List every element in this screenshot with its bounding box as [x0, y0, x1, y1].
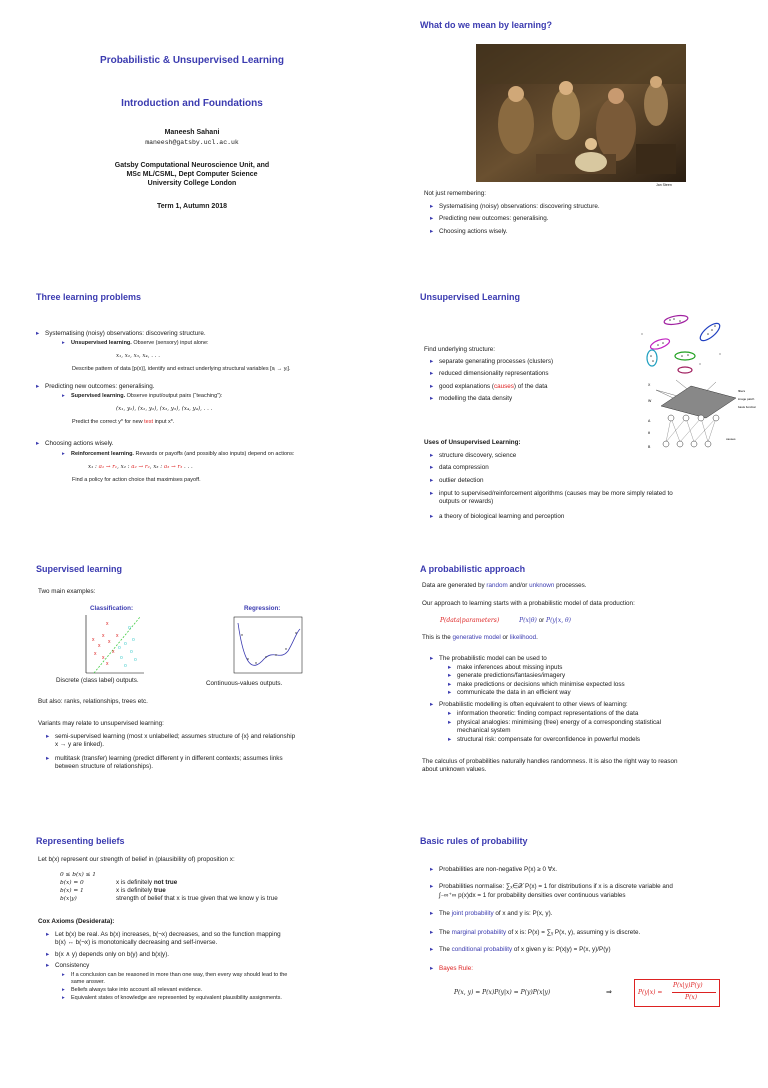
label: filters [738, 389, 746, 393]
bullet [430, 370, 549, 378]
sub-bullet-cont: mechanical system [457, 727, 511, 734]
formula [440, 617, 571, 625]
description: Describe pattern of data [p(x)], identify and extract underlying structural variables [xᵢ → yᵢ]. [72, 366, 291, 372]
label: A [648, 419, 651, 423]
svg-text:x: x [92, 637, 95, 643]
bullet-icon: ▸ [430, 883, 434, 890]
bullet-text: Systematising (noisy) observations: discovering structure. [439, 203, 600, 210]
bayes-num: P(x|y)P(y) [673, 982, 703, 989]
m-red: a₂ → r₂ [131, 464, 150, 470]
also-text: But also: ranks, relationships, trees etc. [38, 698, 148, 705]
sub-bullet [448, 736, 640, 744]
bullet-icon: ▸ [430, 490, 434, 497]
t: The [439, 946, 450, 953]
slide-title [0, 0, 384, 272]
t: Data are generated by [422, 582, 485, 589]
sub-text: make predictions or decisions which minimise expected loss [457, 681, 625, 688]
t: . [536, 634, 538, 641]
reg-caption: Continuous-values outputs. [206, 680, 283, 687]
bullet-text: The probabilistic model can be used to [439, 655, 547, 662]
classification-svg [84, 615, 144, 675]
variants-text: Variants may relate to unsupervised learning: [38, 720, 164, 727]
math-line: x₁, x₂, x₃, x₄, . . . [116, 353, 160, 359]
affiliation-2: MSc ML/CSML, Dept Computer Science [126, 171, 258, 178]
affiliation-1: Gatsby Computational Neuroscience Unit, and [114, 162, 270, 169]
belief-row [116, 887, 166, 895]
joint-word: joint probability [451, 910, 494, 917]
classification-title: Classification: [90, 605, 134, 612]
bold: true [153, 887, 166, 894]
bullet-cont: ∫₋∞⁺∞ p(x)dx = 1 for probability densities over continuous variables [439, 892, 626, 899]
bullet [430, 358, 553, 366]
regression-svg [230, 615, 304, 675]
t: of x and y is: P(x, y). [495, 910, 553, 917]
bullet [430, 383, 548, 391]
sub-text: structural risk: compensate for overconfidence in powerful models [457, 736, 641, 743]
t: of x is: P(x) = ∑ᵧ P(x, y), assuming y is discrete. [507, 929, 641, 936]
bullet-text: Probabilities are non-negative P(x) ≥ 0 ∀x. [439, 866, 558, 873]
m: x₁ : [88, 464, 97, 470]
bullet [36, 330, 206, 338]
bayes-equation: P(x, y) = P(x)P(y|x) = P(y)P(x|y) [454, 989, 551, 996]
bullet-text: separate generating processes (clusters) [439, 358, 554, 365]
bullet-icon: ▸ [448, 689, 452, 696]
bullet-text: Let b(x) be real. As b(x) increases, b(¬x) decreases, and so the function mapping [55, 931, 281, 938]
bullet-icon: ▸ [430, 215, 434, 222]
math-line: (x₁, y₁), (x₂, y₂), (x₃, y₃), (x₄, y₄), . . . [116, 406, 213, 412]
svg-text:o: o [118, 645, 121, 651]
bullet-icon: ▸ [430, 701, 434, 708]
bullet-icon: ▸ [36, 440, 40, 447]
t: or [502, 634, 509, 641]
bullet-text: semi-supervised learning (most x unlabelled; assumes structure of {x} and relationship [55, 733, 296, 740]
term: Term 1, Autumn 2018 [156, 203, 228, 210]
bullet-icon: ▸ [46, 733, 50, 740]
bullet-icon: ▸ [430, 452, 434, 459]
slide-unsupervised [384, 272, 768, 544]
bold: not true [153, 879, 178, 886]
label: W [648, 399, 652, 403]
bullet-icon: ▸ [430, 203, 434, 210]
bold-label: Reinforcement learning. [71, 451, 134, 457]
slide-three-problems [0, 272, 384, 544]
closing-line: about unknown values. [422, 766, 487, 773]
bullet [430, 464, 489, 472]
slide-beliefs [0, 816, 384, 1088]
classification-plot [84, 615, 144, 675]
closing-line: The calculus of probabilities naturally handles randomness. It is also the right way to reason [422, 758, 678, 765]
clusters-illustration [630, 304, 730, 374]
bullet-icon: ▸ [430, 655, 434, 662]
painting-image [476, 44, 686, 182]
fraction-bar [672, 992, 716, 993]
bullet-text: data compression [439, 464, 489, 471]
sub-bullet [62, 339, 209, 347]
causes-word: causes [493, 383, 514, 390]
math-line [88, 463, 193, 471]
bullet-text: Predicting new outcomes: generalising. [439, 215, 549, 222]
sub-bullet [448, 689, 571, 697]
text: Predict the correct y* for new [72, 419, 143, 425]
sub-text: If a conclusion can be reasoned in more than one way, then every way should lead to the [71, 972, 288, 978]
belief-row: strength of belief that x is true given that we know y is true [116, 895, 278, 902]
t: or [538, 618, 545, 624]
bullet-icon: ▸ [62, 451, 65, 457]
slide-title-text: A probabilistic approach [420, 564, 526, 574]
bullet [430, 910, 552, 918]
sub-text: physical analogies: minimising (free) energy of a corresponding statistical [457, 719, 662, 726]
m: , x₃ : [149, 464, 163, 470]
label: causes [726, 437, 736, 441]
bold-label: Supervised learning. [71, 393, 126, 399]
implies-arrow: ⇒ [606, 989, 612, 996]
svg-text:x: x [116, 633, 119, 639]
slide-title-text: What do we mean by learning? [420, 20, 553, 30]
bullet-icon: ▸ [430, 464, 434, 471]
test-word: test [144, 419, 154, 425]
svg-text:x: x [108, 639, 111, 645]
svg-text:o: o [132, 637, 135, 643]
t: ) of the data [513, 383, 548, 390]
sub-text: Beliefs always take into account all relevant evidence. [71, 987, 203, 993]
bullet [430, 395, 512, 403]
line [422, 634, 538, 642]
t: good explanations ( [439, 383, 494, 390]
likelihood-word: likelihood [509, 634, 537, 641]
sub-text: Observe (sensory) input alone: [133, 340, 209, 346]
belief-row: b(x) = 0 [60, 880, 84, 886]
intro-text: Find underlying structure: [424, 346, 496, 353]
deck-subtitle: Introduction and Foundations [121, 98, 263, 109]
bullet-text: input to supervised/reinforcement algorithms (causes may be more simply related to [439, 490, 673, 497]
generative-model-word: generative model [452, 634, 501, 641]
bullet-icon: ▸ [62, 987, 65, 993]
description: Find a policy for action choice that maximises payoff. [72, 477, 201, 483]
label: B [648, 445, 651, 449]
belief-row: b(x|y) [60, 896, 77, 902]
intro-text: Let b(x) represent our strength of belief in (plausibility of) proposition x: [38, 856, 235, 863]
svg-text:o: o [134, 657, 137, 663]
label: θ [648, 431, 650, 435]
sub-text: Rewards or payoffs (and possibly also inputs) depend on actions: [135, 451, 295, 457]
cox-title: Cox Axioms (Desiderata): [38, 918, 115, 925]
sub-bullet [62, 450, 294, 458]
t: This is the [422, 634, 451, 641]
t: The [439, 929, 450, 936]
bullet-text: Probabilities normalise: ∑ₓ∈𝒳 P(x) = 1 for distributions if x is a discrete variable and [439, 883, 673, 890]
bullet [430, 490, 673, 498]
sub-bullet [62, 994, 282, 1002]
slide-title-text: Unsupervised Learning [420, 292, 521, 302]
bullet [36, 440, 113, 448]
sub-text: information theoretic: finding compact representations of the data [457, 710, 639, 717]
bullet [430, 701, 628, 709]
affiliation-3: University College London [147, 180, 237, 187]
sub-text: Equivalent states of knowledge are represented by equivalent plausibility assignments. [71, 995, 282, 1001]
svg-text:o: o [124, 641, 127, 647]
network-figure [646, 376, 756, 454]
sub-bullet [448, 681, 625, 689]
bullet-icon: ▸ [430, 228, 434, 235]
bullet-icon: ▸ [46, 931, 50, 938]
sub-bullet [448, 719, 661, 727]
sub-bullet [448, 710, 638, 718]
regression-plot [230, 615, 304, 675]
bullet [46, 951, 169, 959]
svg-text:o: o [124, 663, 127, 669]
bullet-icon: ▸ [448, 710, 452, 717]
bullet-icon: ▸ [62, 972, 65, 978]
sub-bullet [448, 664, 562, 672]
bayes-lhs: P(y|x) = [638, 989, 663, 996]
bullet-icon: ▸ [430, 477, 434, 484]
bullet-text: modelling the data density [439, 395, 513, 402]
bullet-cont: outputs or rewards) [439, 498, 494, 505]
bullet-text: outlier detection [439, 477, 484, 484]
bullet-icon: ▸ [430, 929, 434, 936]
intro-text: Not just remembering: [424, 190, 486, 197]
t: processes. [556, 582, 587, 589]
bullet-icon: ▸ [62, 340, 65, 346]
bullet-icon: ▸ [430, 910, 434, 917]
bullet-icon: ▸ [62, 995, 65, 1001]
bayes-label: Bayes Rule: [439, 965, 473, 972]
svg-text:o: o [128, 625, 131, 631]
belief-row: b(x) = 1 [60, 888, 84, 894]
bullet-icon: ▸ [62, 393, 65, 399]
bullet-icon: ▸ [448, 664, 452, 671]
bullet-icon: ▸ [46, 962, 50, 969]
label: X [648, 383, 651, 387]
bullet [430, 203, 600, 211]
bullet [36, 383, 155, 391]
bullet-icon: ▸ [46, 755, 50, 762]
belief-row: 0 ≤ b(x) ≤ 1 [60, 872, 96, 878]
bullet [430, 228, 507, 236]
sub-text: Observe input/output pairs (“teaching”): [126, 393, 223, 399]
t: The [439, 910, 450, 917]
svg-text:x: x [102, 655, 105, 661]
slide-title-text: Three learning problems [36, 292, 142, 302]
bullet-icon: ▸ [430, 513, 434, 520]
slide-supervised [0, 544, 384, 816]
slide-basic-rules [384, 816, 768, 1088]
sub-bullet-cont: same answer. [71, 979, 105, 985]
bullet [46, 755, 283, 763]
painting-illustration [476, 44, 686, 182]
bullet [46, 962, 89, 970]
bullet [46, 733, 295, 741]
bullet-text: a theory of biological learning and perception [439, 513, 565, 520]
conditional-word: conditional probability [451, 946, 513, 953]
m: , x₂ : [117, 464, 130, 470]
svg-text:x: x [94, 651, 97, 657]
network-illustration [646, 376, 756, 454]
random-word: random [486, 582, 508, 589]
unknown-word: unknown [529, 582, 555, 589]
slide-title-text: Representing beliefs [36, 836, 125, 846]
svg-text:x: x [102, 633, 105, 639]
bullet-icon: ▸ [448, 719, 452, 726]
bullet [46, 931, 281, 939]
bullet-text: Consistency [55, 962, 90, 969]
bullet-icon: ▸ [448, 736, 452, 743]
bullet-icon: ▸ [430, 358, 434, 365]
m-red: a₁ → r₁ [98, 464, 118, 470]
f1: P(data|parameters) [440, 617, 500, 624]
bullet-text: Choosing actions wisely. [439, 228, 508, 235]
bullet-text: Probabilistic modelling is often equivalent to other views of learning: [439, 701, 628, 708]
line [422, 582, 587, 590]
bullet-icon: ▸ [430, 946, 434, 953]
regression-title: Regression: [244, 605, 281, 612]
bullet-icon: ▸ [430, 370, 434, 377]
author: Maneesh Sahani [164, 129, 220, 136]
bullet [430, 215, 549, 223]
t: x is definitely [116, 879, 153, 886]
bullet-text: multitask (transfer) learning (predict different y in different contexts; assumes links [55, 755, 283, 762]
bullet [430, 946, 611, 954]
bullet [430, 929, 640, 937]
text: input x*. [154, 419, 175, 425]
painting-credit: Jan Steen [656, 183, 672, 187]
t: x is definitely [116, 887, 153, 894]
svg-text:x: x [106, 621, 109, 627]
bullet-text: b(x ∧ y) depends only on b(y) and b(x|y). [55, 951, 170, 958]
bullet-text: Systematising (noisy) observations: discovering structure. [45, 330, 206, 337]
bullet-icon: ▸ [46, 951, 50, 958]
bayes-box [634, 979, 720, 1007]
marginal-word: marginal probability [451, 929, 507, 936]
bold-label: Unsupervised learning. [71, 340, 132, 346]
sub-text: communicate the data in an efficient way [457, 689, 571, 696]
svg-text:x: x [106, 661, 109, 667]
uses-title: Uses of Unsupervised Learning: [424, 439, 521, 446]
svg-text:o: o [130, 649, 133, 655]
label: image patch [738, 397, 755, 401]
bullet-text: Predicting new outcomes: generalising. [45, 383, 155, 390]
line: Our approach to learning starts with a probabilistic model of data production: [422, 600, 635, 607]
t: of x given y is: P(x|y) = P(x, y)/P(y) [513, 946, 611, 953]
bullet-icon: ▸ [430, 383, 434, 390]
svg-text:x: x [98, 643, 101, 649]
bullet [430, 965, 473, 973]
bullet [430, 866, 557, 874]
bullet-icon: ▸ [448, 672, 452, 679]
m-red: a₃ → r₃ [163, 464, 183, 470]
f2: P(x|θ) [519, 617, 537, 624]
bullet-icon: ▸ [430, 395, 434, 402]
bullet-icon: ▸ [430, 866, 434, 873]
label: basis functions [738, 405, 756, 409]
sub-bullet [448, 672, 565, 680]
bullet-icon: ▸ [36, 383, 40, 390]
bullet [430, 477, 483, 485]
bullet-icon: ▸ [448, 681, 452, 688]
bullet [430, 452, 516, 460]
bullet-text: Choosing actions wisely. [45, 440, 114, 447]
deck-title: Probabilistic & Unsupervised Learning [100, 55, 284, 66]
svg-text:o: o [120, 655, 123, 661]
bullet-icon: ▸ [36, 330, 40, 337]
clusters-figure [630, 304, 730, 374]
bullet-icon: ▸ [430, 965, 434, 972]
description [72, 418, 174, 426]
bullet-text: structure discovery, science [439, 452, 517, 459]
bullet [430, 883, 673, 891]
svg-text:x: x [112, 649, 115, 655]
slide-probabilistic [384, 544, 768, 816]
f3: P(y|x, θ) [546, 617, 571, 624]
bullet-text: reduced dimensionality representations [439, 370, 549, 377]
belief-row [116, 879, 177, 887]
bayes-den: P(x) [685, 994, 698, 1001]
m: . . . [184, 464, 193, 470]
sub-text: make inferences about missing inputs [457, 664, 563, 671]
bullet [430, 655, 547, 663]
t: and/or [509, 582, 528, 589]
class-caption: Discrete (class label) outputs. [56, 677, 139, 684]
email: maneesh@gatsby.ucl.ac.uk [145, 139, 239, 146]
slide-learning [384, 0, 768, 272]
bullet-cont: between structure of relationships). [55, 763, 154, 770]
sub-text: generate predictions/fantasies/imagery [457, 672, 566, 679]
bullet-cont: b(x) ↔ b(¬x) is monotonically decreasing and self-inverse. [55, 939, 218, 946]
slide-title-text: Basic rules of probability [420, 836, 528, 846]
slide-title-text: Supervised learning [36, 564, 123, 574]
sub-bullet [62, 986, 202, 994]
sub-bullet [62, 392, 222, 400]
bullet-cont: x → y are linked). [55, 741, 104, 748]
bullet [430, 513, 564, 521]
intro-text: Two main examples: [38, 588, 96, 595]
